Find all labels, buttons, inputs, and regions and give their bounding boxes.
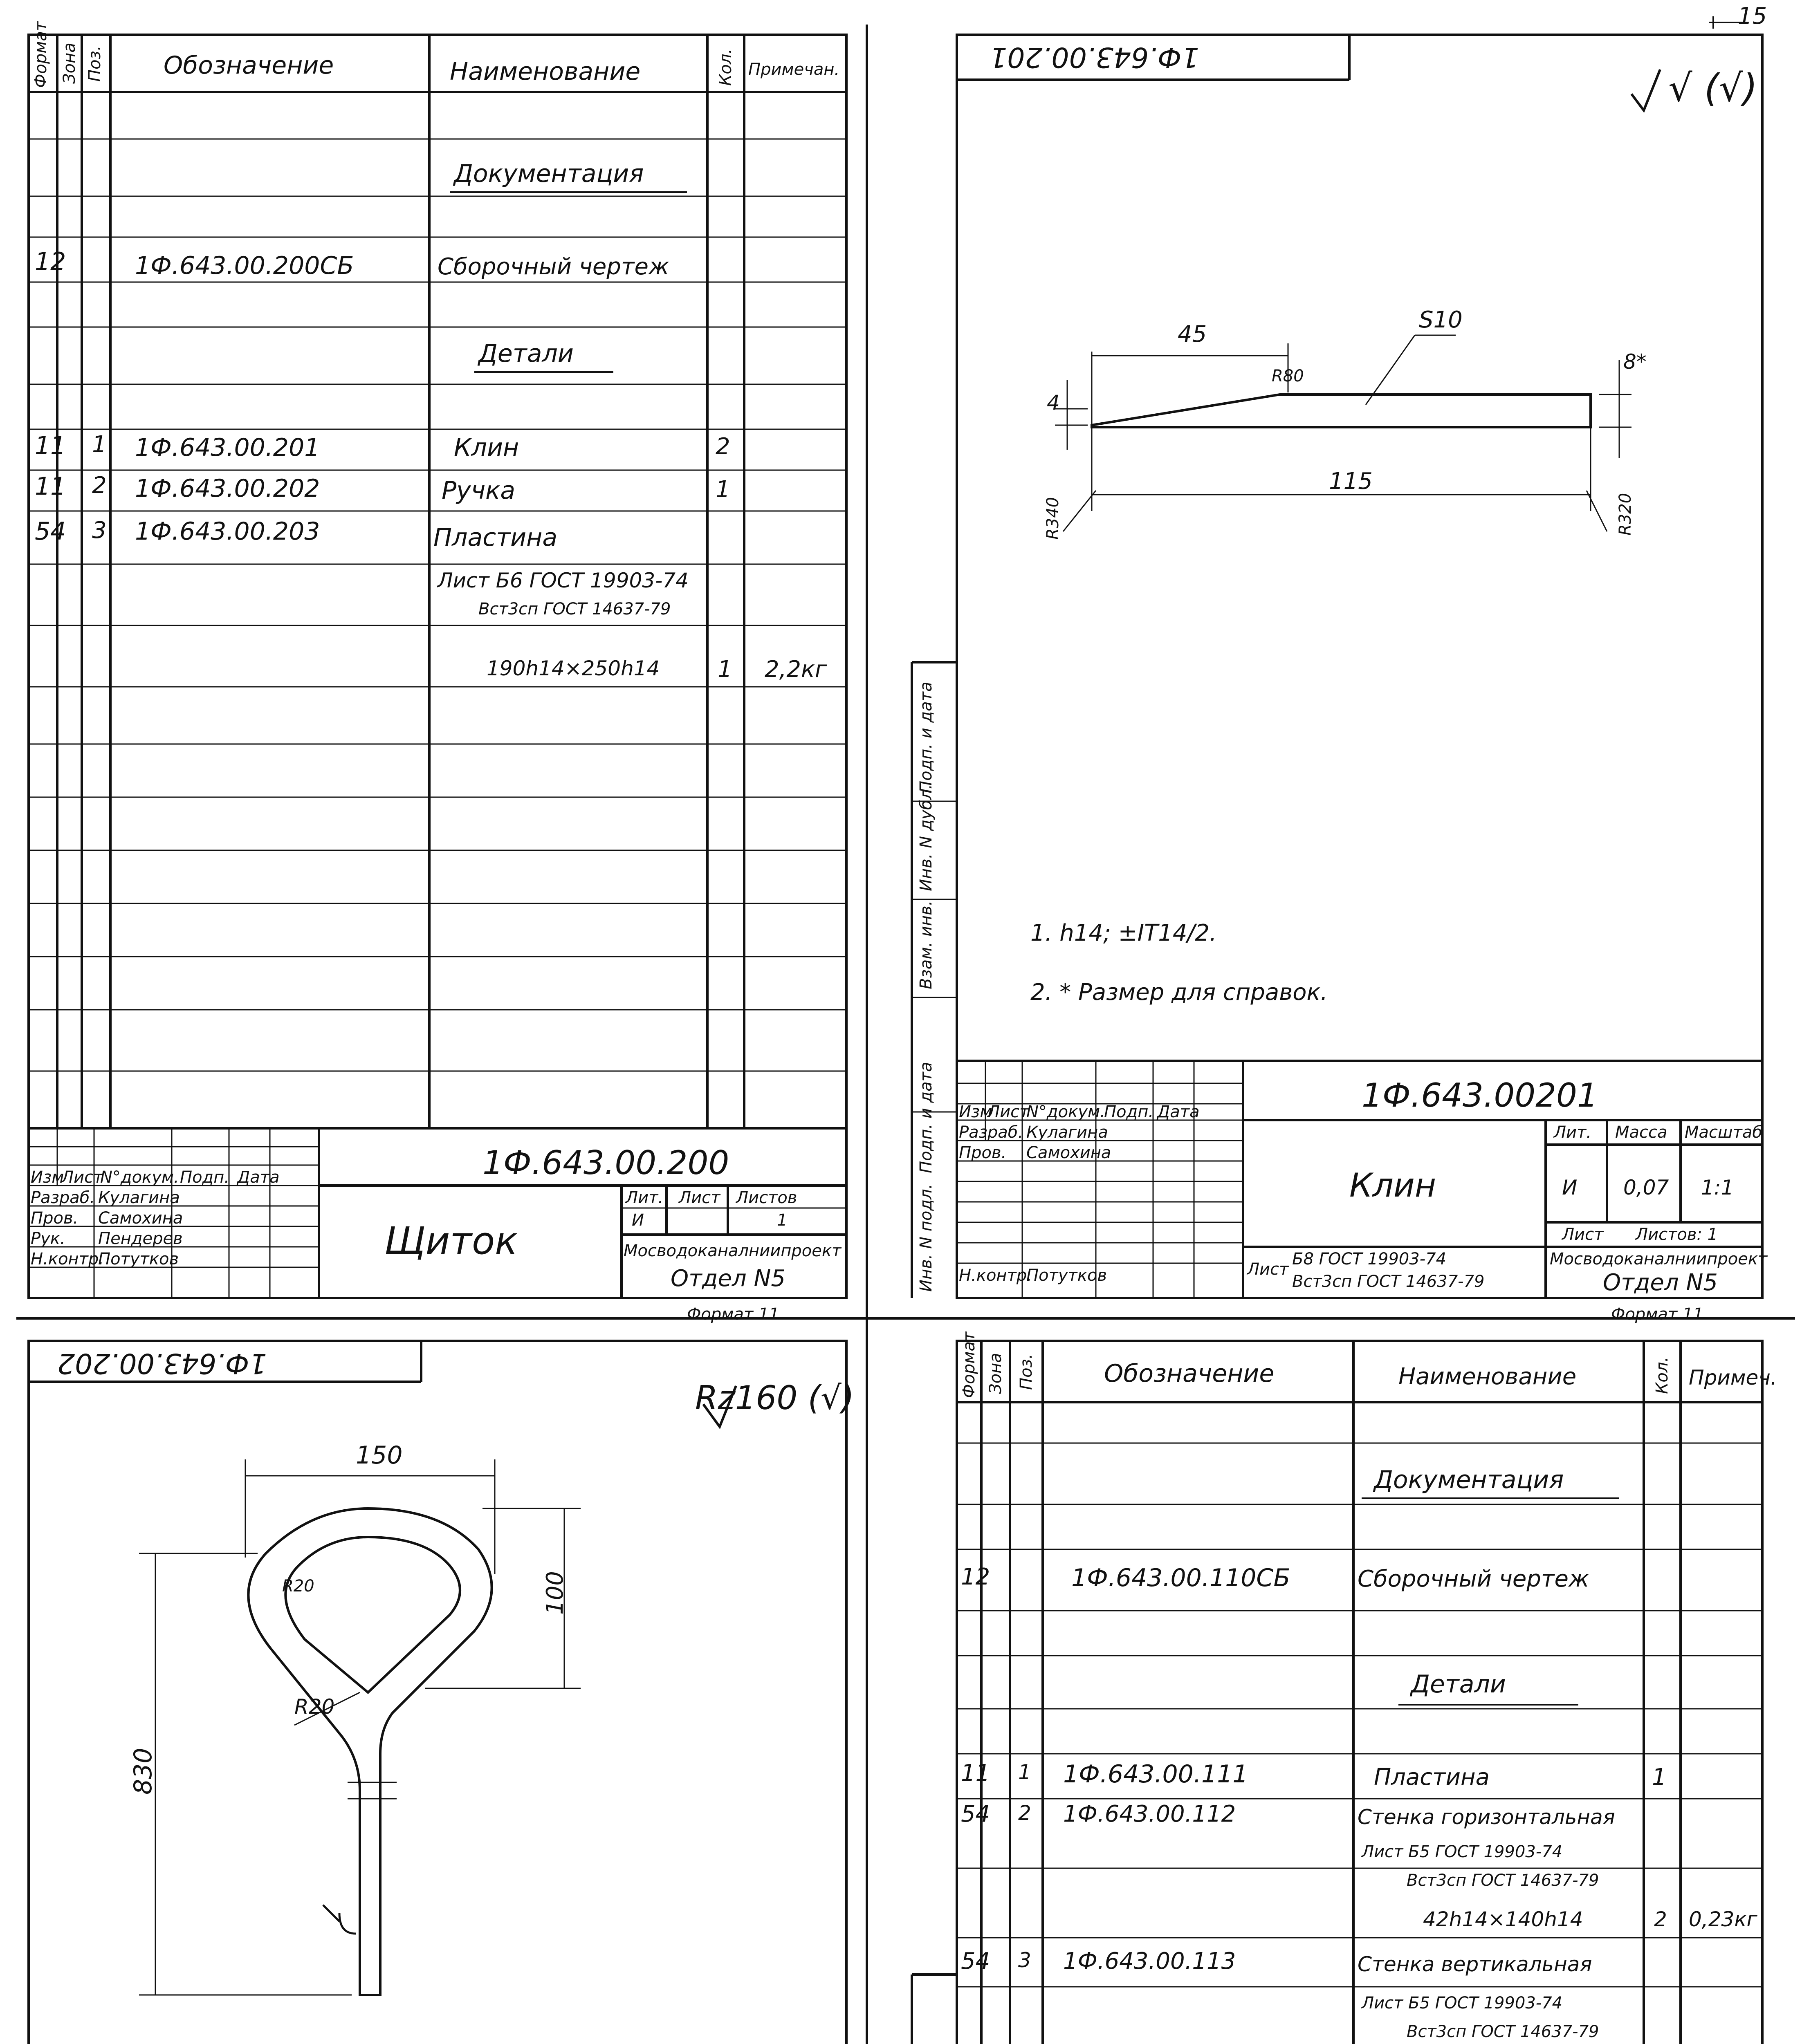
tb1-role-3: Рук.: [31, 1229, 65, 1248]
s4-row4-name: Стенка вертикальная: [1358, 1952, 1592, 1976]
s4-mat1-line2: Вст3сп ГОСТ 14637-79: [1407, 1871, 1599, 1890]
tb1-sheet-label: Лист: [679, 1188, 720, 1207]
s4-size1: 42h14×140h14: [1423, 1907, 1583, 1931]
s4-row3-designation: 1Ф.643.00.112: [1063, 1801, 1236, 1827]
material-line1: Лист Б6 ГОСТ 19903-74: [438, 569, 689, 592]
tb2-name-2: Самохина: [1026, 1143, 1111, 1162]
row3-name: Ручка: [442, 476, 516, 505]
dim-s10: S10: [1419, 307, 1463, 333]
tb2-format: Формат 11: [1611, 1305, 1703, 1324]
tb2-org: Мосводоканалниипроект: [1550, 1250, 1768, 1269]
s4-row2-format: 11: [961, 1760, 990, 1786]
sheet2-note-2: 2. * Размер для справок.: [1030, 979, 1328, 1006]
row3-qty: 1: [716, 476, 730, 503]
material-line2: Вст3сп ГОСТ 14637-79: [478, 600, 671, 619]
tb1-stage: И: [632, 1211, 644, 1230]
s4-col-qty: Кол.: [1653, 1356, 1672, 1394]
tb2-dept: Отдел N5: [1603, 1269, 1718, 1296]
row2-designation: 1Ф.643.00.201: [135, 433, 320, 462]
dim-115: 115: [1329, 468, 1373, 495]
sheet2-note-1: 1. h14; ±IT14/2.: [1030, 920, 1217, 946]
tb1-name-1: Кулагина: [98, 1188, 180, 1207]
s4-row2-pos: 1: [1018, 1760, 1031, 1784]
row3-pos: 2: [92, 472, 107, 499]
side-label-1: Инв. N подл.: [917, 1183, 936, 1292]
row4-name: Пластина: [433, 523, 558, 552]
tb1-title: Щиток: [384, 1219, 518, 1263]
dim-r80: R80: [1272, 367, 1304, 385]
dim-r20-inner: R20: [282, 1577, 314, 1596]
sheet3-stamp: 1Ф.643.00.202: [57, 1347, 267, 1379]
tb1-col-sheet: Лист: [61, 1168, 103, 1187]
tb1-sheets: 1: [777, 1211, 788, 1230]
side-label-2: Подп. и дата: [917, 1062, 936, 1173]
s4-mat2-line2: Вст3сп ГОСТ 14637-79: [1407, 2022, 1599, 2041]
s4-section-parts: Детали: [1411, 1670, 1506, 1699]
tb1-role-1: Разраб.: [31, 1188, 95, 1207]
s4-col-zone: Зона: [986, 1353, 1005, 1394]
s4-col-name: Наименование: [1398, 1363, 1577, 1390]
tb2-sheets: Листов: 1: [1636, 1225, 1718, 1244]
s4-row4-designation: 1Ф.643.00.113: [1063, 1948, 1236, 1975]
row2-pos: 1: [92, 431, 107, 458]
tb2-name-3: Потутков: [1026, 1266, 1107, 1285]
row1-designation: 1Ф.643.00.200СБ: [135, 251, 354, 280]
row3-designation: 1Ф.643.00.202: [135, 474, 320, 503]
tb2-role-1: Разраб.: [959, 1123, 1023, 1142]
tb1-col-date: Дата: [237, 1168, 280, 1187]
row2-name: Клин: [454, 433, 519, 462]
s4-col-format: Формат: [960, 1331, 978, 1398]
s4-size1-mass: 0,23кг: [1689, 1907, 1757, 1931]
row4-format: 54: [35, 517, 66, 546]
tb1-role-4: Н.контр.: [31, 1250, 104, 1269]
row3-format: 11: [35, 472, 66, 501]
tb1-name-4: Потутков: [98, 1250, 179, 1269]
tb2-col-date: Дата: [1157, 1103, 1200, 1121]
tb1-name-2: Самохина: [98, 1209, 183, 1228]
tb1-role-2: Пров.: [31, 1209, 79, 1228]
section-parts: Детали: [478, 339, 574, 368]
sheet3-roughness: Rz160 (√): [695, 1379, 855, 1417]
s4-section-docs: Документация: [1374, 1466, 1564, 1494]
s4-row1-name: Сборочный чертеж: [1358, 1566, 1589, 1592]
sheet2-stamp: 1Ф.643.00.201: [990, 41, 1199, 73]
col-zone: Зона: [60, 43, 79, 84]
s4-col-pos: Поз.: [1017, 1354, 1036, 1390]
tb2-col-sign: Подп.: [1104, 1103, 1154, 1121]
col-designation: Обозначение: [164, 51, 334, 80]
dim-4: 4: [1047, 391, 1060, 415]
tb2-material-1: Б8 ГОСТ 19903-74: [1292, 1250, 1447, 1269]
row4-pos: 3: [92, 517, 107, 544]
s4-row2-qty: 1: [1652, 1764, 1667, 1791]
s4-row1-format: 12: [961, 1564, 990, 1590]
tb2-doc-number: 1Ф.643.00201: [1362, 1076, 1598, 1114]
tb1-sheets-label: Листов: [736, 1188, 797, 1207]
s4-row2-designation: 1Ф.643.00.111: [1063, 1760, 1248, 1788]
tb1-col-izm: Изм: [31, 1168, 64, 1187]
tb2-scale: 1:1: [1701, 1176, 1734, 1199]
tb2-scale-label: Масштаб: [1685, 1123, 1763, 1142]
size-qty: 1: [718, 656, 732, 683]
tb1-col-sign: Подп.: [180, 1168, 230, 1187]
s4-row3-pos: 2: [1018, 1801, 1031, 1825]
col-pos: Поз.: [85, 45, 104, 82]
side-label-3: Взам. инв.: [917, 900, 936, 989]
row1-format: 12: [35, 247, 66, 276]
s4-size1-qty: 2: [1654, 1907, 1667, 1931]
size-value: 190h14×250h14: [487, 657, 660, 680]
dim-r20-bend: R20: [294, 1695, 335, 1719]
tb2-material-2: Вст3сп ГОСТ 14637-79: [1292, 1272, 1485, 1291]
tb1-org: Мосводоканалниипроект: [624, 1242, 842, 1260]
dim-8: 8*: [1623, 350, 1647, 374]
size-mass: 2,2кг: [765, 656, 827, 683]
tb2-role-3: Н.контр.: [959, 1266, 1032, 1285]
tb1-stage-label: Лит.: [626, 1188, 664, 1207]
tb1-col-doc: N°докум.: [100, 1168, 179, 1187]
tb2-stage: И: [1562, 1176, 1578, 1199]
s4-row4-format: 54: [961, 1948, 990, 1975]
col-name: Наименование: [450, 57, 641, 86]
tb1-name-3: Пендерев: [98, 1229, 183, 1248]
dim-45: 45: [1178, 321, 1207, 347]
s4-mat2-line1: Лист Б5 ГОСТ 19903-74: [1362, 1994, 1563, 2013]
s4-row4-pos: 3: [1018, 1948, 1031, 1972]
dim-r320: R320: [1616, 493, 1635, 536]
dim-r340: R340: [1044, 497, 1062, 540]
dim-150: 150: [356, 1441, 403, 1470]
col-qty: Кол.: [716, 48, 735, 86]
sheet2-roughness: √ (√): [1668, 66, 1758, 110]
row2-format: 11: [35, 431, 66, 460]
tb2-mass-label: Масса: [1615, 1123, 1667, 1142]
side-label-5: Подп. и дата: [917, 681, 936, 793]
dim-830: 830: [129, 1748, 157, 1795]
col-note: Примечан.: [748, 60, 840, 79]
tb2-material-label: Лист: [1247, 1260, 1289, 1279]
tb2-col-sheet: Лист: [987, 1103, 1029, 1121]
tb2-col-doc: N°докум.: [1026, 1103, 1105, 1121]
dim-100: 100: [542, 1571, 568, 1615]
tb1-dept: Отдел N5: [671, 1265, 785, 1292]
tb2-title: Клин: [1349, 1166, 1436, 1204]
s4-col-note: Примеч.: [1689, 1366, 1777, 1390]
tb2-stage-label: Лит.: [1554, 1123, 1592, 1142]
row2-qty: 2: [716, 433, 730, 460]
page-number: 15: [1738, 3, 1767, 29]
section-docs: Документация: [454, 159, 644, 188]
tb2-mass: 0,07: [1623, 1176, 1669, 1199]
s4-row2-name: Пластина: [1374, 1764, 1490, 1791]
row1-name: Сборочный чертеж: [438, 253, 669, 280]
s4-row3-name: Стенка горизонтальная: [1358, 1805, 1615, 1829]
side-label-4: Инв. N дубл.: [917, 784, 936, 891]
row4-designation: 1Ф.643.00.203: [135, 517, 320, 546]
s4-mat1-line1: Лист Б5 ГОСТ 19903-74: [1362, 1842, 1563, 1861]
tb1-doc-number: 1Ф.643.00.200: [482, 1144, 729, 1182]
tb2-sheet-label: Лист: [1562, 1225, 1604, 1244]
tb2-role-2: Пров.: [959, 1143, 1007, 1162]
tb2-name-1: Кулагина: [1026, 1123, 1108, 1142]
tb2-col-izm: Изм: [959, 1103, 992, 1121]
s4-row3-format: 54: [961, 1801, 990, 1827]
col-format: Формат: [31, 21, 50, 88]
s4-row1-designation: 1Ф.643.00.110СБ: [1071, 1564, 1290, 1592]
tb1-format: Формат 11: [687, 1305, 779, 1324]
s4-col-designation: Обозначение: [1104, 1359, 1275, 1388]
